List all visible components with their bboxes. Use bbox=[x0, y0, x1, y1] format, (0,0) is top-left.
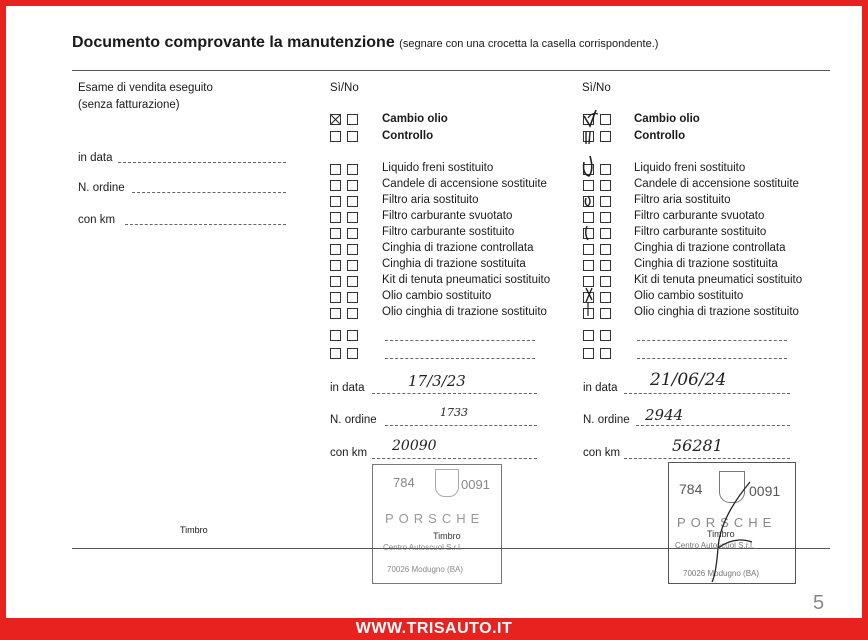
col1-spark-no[interactable] bbox=[347, 180, 358, 191]
col1-blank1-line bbox=[385, 340, 535, 341]
col1-date-value: 17/3/23 bbox=[408, 372, 466, 390]
col2-stamp-label: Timbro bbox=[707, 529, 735, 539]
col1-beltrepl-no[interactable] bbox=[347, 260, 358, 271]
col2-handwritten-ticks bbox=[576, 104, 616, 334]
col2-km-label: con km bbox=[583, 447, 621, 459]
col2-label-brake: Liquido freni sostituito bbox=[634, 162, 746, 174]
left-order-label: N. ordine bbox=[78, 182, 125, 194]
col1-fuelrepl-no[interactable] bbox=[347, 228, 358, 239]
col2-order-label: N. ordine bbox=[583, 414, 630, 426]
col1-beltchk-si[interactable] bbox=[330, 244, 341, 255]
col2-label-fueldrain: Filtro carburante svuotato bbox=[634, 210, 765, 222]
col1-spark-si[interactable] bbox=[330, 180, 341, 191]
left-km-label: con km bbox=[78, 214, 116, 226]
col2-label-beltrepl: Cinghia di trazione sostituita bbox=[634, 258, 778, 270]
footer-banner: WWW.TRISAUTO.IT bbox=[0, 618, 868, 640]
col1-order-line bbox=[385, 425, 537, 426]
col1-blank2-si[interactable] bbox=[330, 348, 341, 359]
col2-km-line bbox=[624, 458, 790, 459]
col1-label-fuelrepl: Filtro carburante sostituito bbox=[382, 226, 515, 238]
col1-label-spark: Candele di accensione sostituite bbox=[382, 178, 547, 190]
col1-stamp-num2: 0091 bbox=[461, 477, 490, 492]
col2-label-fuelrepl: Filtro carburante sostituito bbox=[634, 226, 767, 238]
col1-order-label: N. ordine bbox=[330, 414, 377, 426]
col1-stamp-label: Timbro bbox=[433, 531, 461, 541]
col1-label-brake: Liquido freni sostituito bbox=[382, 162, 494, 174]
col1-beltchk-no[interactable] bbox=[347, 244, 358, 255]
col1-label-fueldrain: Filtro carburante svuotato bbox=[382, 210, 513, 222]
col2-stamp-brand: PORSCHE bbox=[677, 515, 777, 530]
col1-gearoil-si[interactable] bbox=[330, 292, 341, 303]
col1-oil-si[interactable] bbox=[330, 114, 341, 125]
col2-label-gearoil: Olio cambio sostituito bbox=[634, 290, 744, 302]
col2-label-beltchk: Cinghia di trazione controllata bbox=[634, 242, 786, 254]
col2-blank2-line bbox=[637, 358, 787, 359]
exam-label: Esame di vendita eseguito bbox=[78, 82, 213, 94]
col1-blank1-si[interactable] bbox=[330, 330, 341, 341]
col1-brake-si[interactable] bbox=[330, 164, 341, 175]
title-note: (segnare con una crocetta la casella corrispondente.) bbox=[399, 38, 659, 50]
col1-order-value: 1733 bbox=[440, 406, 468, 419]
col2-label-beltoil: Olio cinghia di trazione sostituito bbox=[634, 306, 799, 318]
col1-label-beltchk: Cinghia di trazione controllata bbox=[382, 242, 534, 254]
col1-stamp-crest-icon bbox=[435, 469, 459, 497]
col1-blank2-line bbox=[385, 358, 535, 359]
left-order-line bbox=[132, 192, 286, 193]
col1-km-value: 20090 bbox=[392, 438, 437, 454]
col2-blank2-no[interactable] bbox=[600, 348, 611, 359]
col1-blank2-no[interactable] bbox=[347, 348, 358, 359]
col1-blank1-no[interactable] bbox=[347, 330, 358, 341]
col1-beltrepl-si[interactable] bbox=[330, 260, 341, 271]
col1-tyre-si[interactable] bbox=[330, 276, 341, 287]
col1-date-label: in data bbox=[330, 382, 365, 394]
col2-date-line bbox=[624, 393, 790, 394]
col2-date-label: in data bbox=[583, 382, 618, 394]
col2-blank1-line bbox=[637, 340, 787, 341]
col2-stamp-num2: 0091 bbox=[749, 483, 781, 499]
col1-km-line bbox=[372, 458, 537, 459]
col1-date-line bbox=[372, 393, 537, 394]
col1-check-no[interactable] bbox=[347, 131, 358, 142]
col1-stamp-sub: Centro Autoscuol S.r.l. bbox=[383, 543, 463, 552]
col1-air-si[interactable] bbox=[330, 196, 341, 207]
col1-stamp-brand: PORSCHE bbox=[385, 511, 485, 526]
col1-stamp-addr: 70026 Modugno (BA) bbox=[387, 565, 464, 574]
col1-header: Sì/No bbox=[330, 82, 359, 94]
col2-blank2-si[interactable] bbox=[583, 348, 594, 359]
col1-km-label: con km bbox=[330, 447, 368, 459]
col2-label-air: Filtro aria sostituito bbox=[634, 194, 731, 206]
col1-air-no[interactable] bbox=[347, 196, 358, 207]
left-stamp-label: Timbro bbox=[180, 525, 208, 535]
col1-gearoil-no[interactable] bbox=[347, 292, 358, 303]
left-km-line bbox=[125, 224, 286, 225]
col2-order-value: 2944 bbox=[645, 406, 684, 424]
col1-label-gearoil: Olio cambio sostituito bbox=[382, 290, 492, 302]
col1-check-si[interactable] bbox=[330, 131, 341, 142]
col2-stamp-addr: 70026 Modugno (BA) bbox=[683, 569, 760, 578]
page-number: 5 bbox=[813, 592, 825, 614]
col1-stamp-num: 784 bbox=[393, 475, 415, 490]
col1-label-check: Controllo bbox=[382, 130, 434, 142]
col2-label-check: Controllo bbox=[634, 130, 686, 142]
col1-label-beltoil: Olio cinghia di trazione sostituito bbox=[382, 306, 547, 318]
col2-label-tyre: Kit di tenuta pneumatici sostituito bbox=[634, 274, 803, 286]
document-title bbox=[72, 34, 658, 52]
col2-date-value: 21/06/24 bbox=[650, 370, 727, 390]
col1-label-oil: Cambio olio bbox=[382, 113, 448, 125]
col2-order-line bbox=[636, 425, 790, 426]
col1-fuelrepl-si[interactable] bbox=[330, 228, 341, 239]
col2-stamp-num: 784 bbox=[679, 481, 703, 497]
col1-brake-no[interactable] bbox=[347, 164, 358, 175]
col2-km-value: 56281 bbox=[672, 436, 723, 455]
title-main: Documento comprovante la manutenzione bbox=[72, 34, 395, 51]
col2-signature bbox=[690, 478, 770, 588]
col1-fueldrain-si[interactable] bbox=[330, 212, 341, 223]
col1-label-tyre: Kit di tenuta pneumatici sostituito bbox=[382, 274, 551, 286]
col1-label-beltrepl: Cinghia di trazione sostituita bbox=[382, 258, 526, 270]
col2-label-oil: Cambio olio bbox=[634, 113, 700, 125]
col1-beltoil-si[interactable] bbox=[330, 308, 341, 319]
col1-label-air: Filtro aria sostituito bbox=[382, 194, 479, 206]
bottom-rule bbox=[72, 548, 830, 549]
col2-stamp-sub: Centro Autoscuol S.r.l. bbox=[675, 541, 755, 550]
col1-stamp bbox=[372, 464, 502, 584]
col1-tyre-no[interactable] bbox=[347, 276, 358, 287]
col1-fueldrain-no[interactable] bbox=[347, 212, 358, 223]
exam-note: (senza fatturazione) bbox=[78, 99, 180, 111]
col1-beltoil-no[interactable] bbox=[347, 308, 358, 319]
left-date-label: in data bbox=[78, 152, 113, 164]
col2-label-spark: Candele di accensione sostituite bbox=[634, 178, 799, 190]
top-rule bbox=[72, 70, 830, 71]
left-date-line bbox=[118, 162, 286, 163]
col2-header: Sì/No bbox=[582, 82, 611, 94]
col1-oil-no[interactable] bbox=[347, 114, 358, 125]
